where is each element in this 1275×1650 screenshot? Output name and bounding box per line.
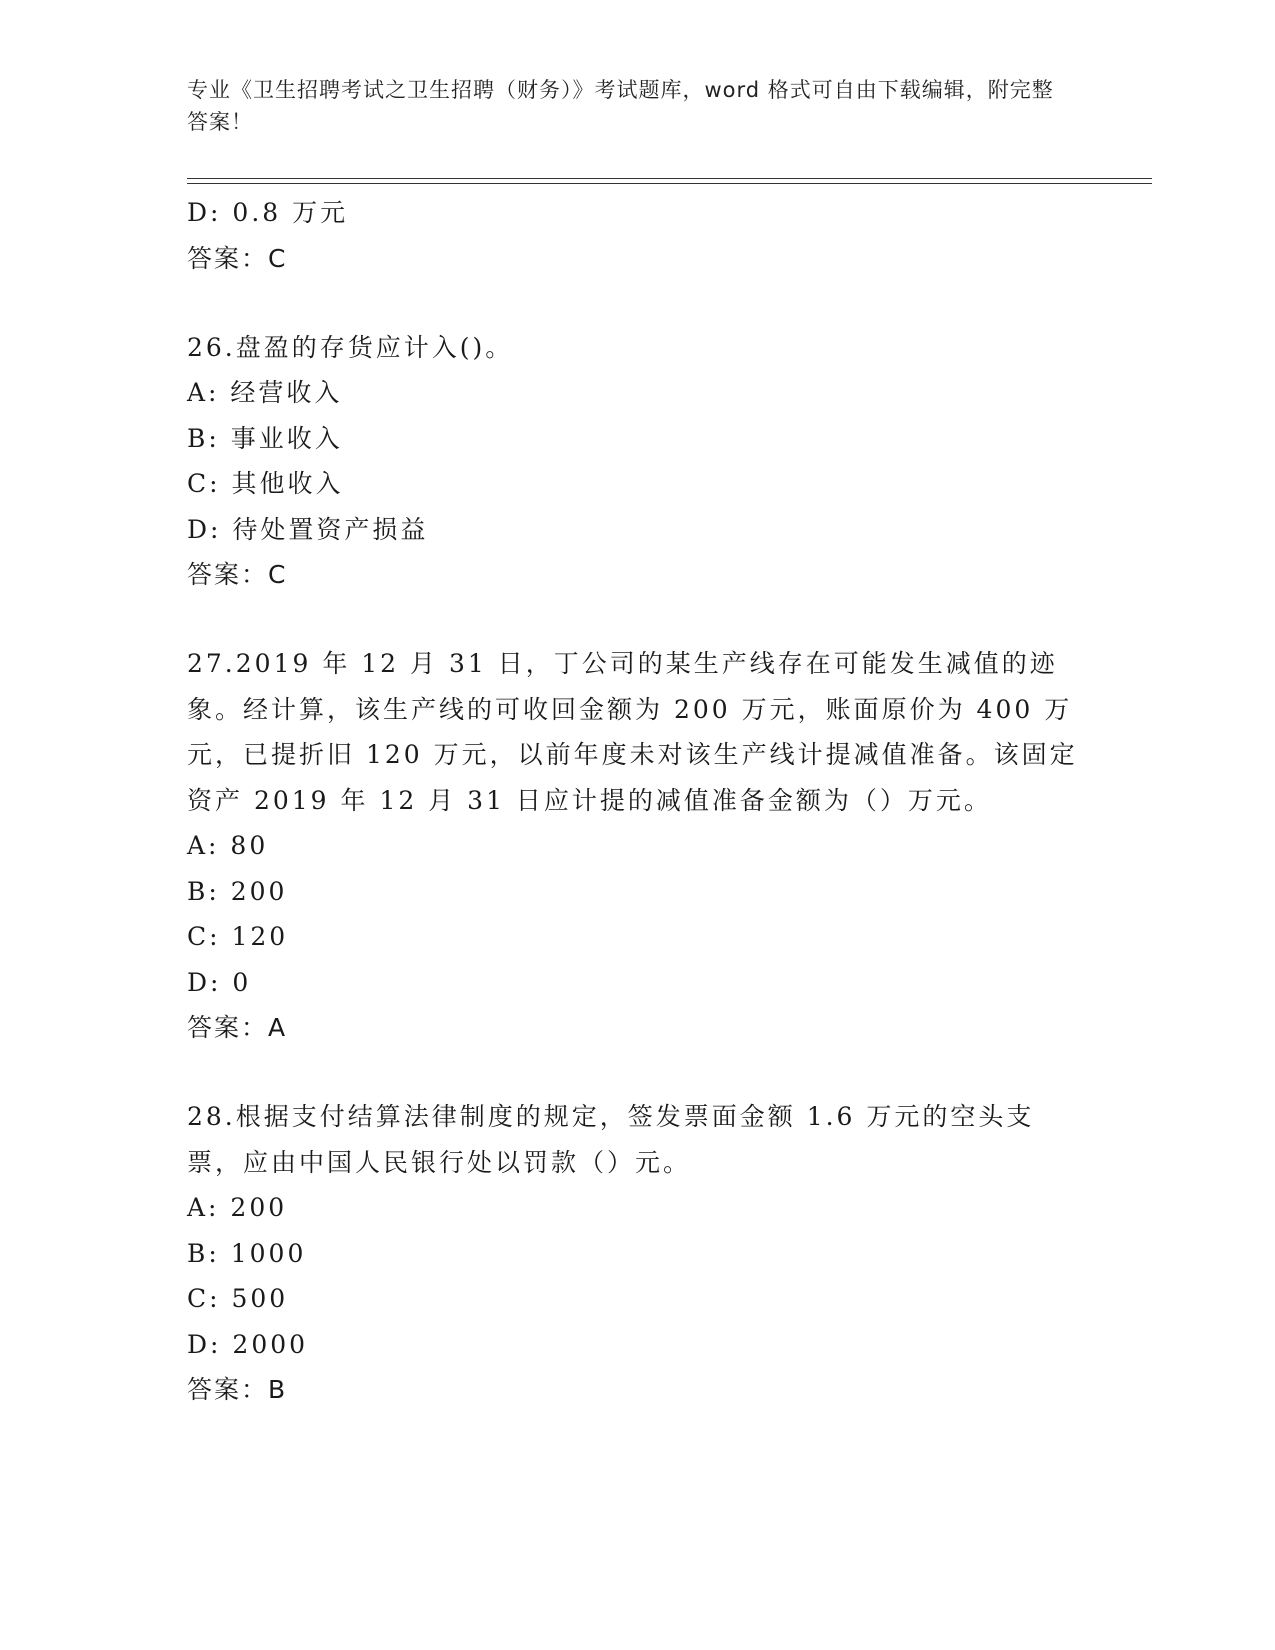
question-stem: 28.根据支付结算法律制度的规定，签发票面金额 1.6 万元的空头支票，应由中国人民银行处以罚款（）元。 bbox=[187, 1102, 1035, 1177]
option-b: B: 事业收入 bbox=[187, 423, 343, 453]
spacer bbox=[187, 1050, 1087, 1094]
document-header bbox=[187, 74, 1067, 138]
answer: 答案：A bbox=[187, 1013, 288, 1042]
answer: 答案：C bbox=[187, 560, 288, 589]
option-b: B: 1000 bbox=[187, 1238, 307, 1268]
option-d: D: 待处置资产损益 bbox=[187, 514, 429, 544]
question-26 bbox=[187, 325, 1087, 598]
question-28 bbox=[187, 1094, 1087, 1412]
header-rule-top bbox=[187, 178, 1152, 179]
answer: 答案：B bbox=[187, 1375, 288, 1404]
option-b: B: 200 bbox=[187, 876, 288, 906]
spacer bbox=[187, 281, 1087, 325]
option-d: D: 2000 bbox=[187, 1329, 309, 1359]
option-d: D: 0.8 万元 bbox=[187, 198, 349, 227]
option-c: C: 其他收入 bbox=[187, 469, 344, 498]
prev-question-tail bbox=[187, 190, 1087, 281]
header-title: 专业《卫生招聘考试之卫生招聘（财务）》考试题库，word 格式可自由下载编辑，附完整答案！ bbox=[187, 78, 1054, 134]
option-d: D: 0 bbox=[187, 967, 252, 997]
question-stem: 26.盘盈的存货应计入()。 bbox=[187, 332, 514, 362]
option-a: A: 经营收入 bbox=[187, 378, 343, 407]
answer: 答案：C bbox=[187, 243, 288, 273]
option-c: C: 500 bbox=[187, 1284, 289, 1313]
option-a: A: 80 bbox=[187, 831, 269, 860]
question-list bbox=[187, 190, 1087, 1412]
spacer bbox=[187, 597, 1087, 641]
option-c: C: 120 bbox=[187, 922, 289, 951]
option-a: A: 200 bbox=[187, 1193, 288, 1222]
header-rule-bottom bbox=[187, 183, 1152, 184]
question-stem: 27.2019 年 12 月 31 日，丁公司的某生产线存在可能发生减值的迹象。经计算，该生产线的可收回金额为 200 万元，账面原价为 400 万元，已提折旧 120 万元，以前年度未对该生产线计提减值准备。该固定资产 2019 年 12 月 31 日应计提的减值准备金额为（）万元。 bbox=[187, 649, 1078, 815]
question-27 bbox=[187, 641, 1087, 1050]
